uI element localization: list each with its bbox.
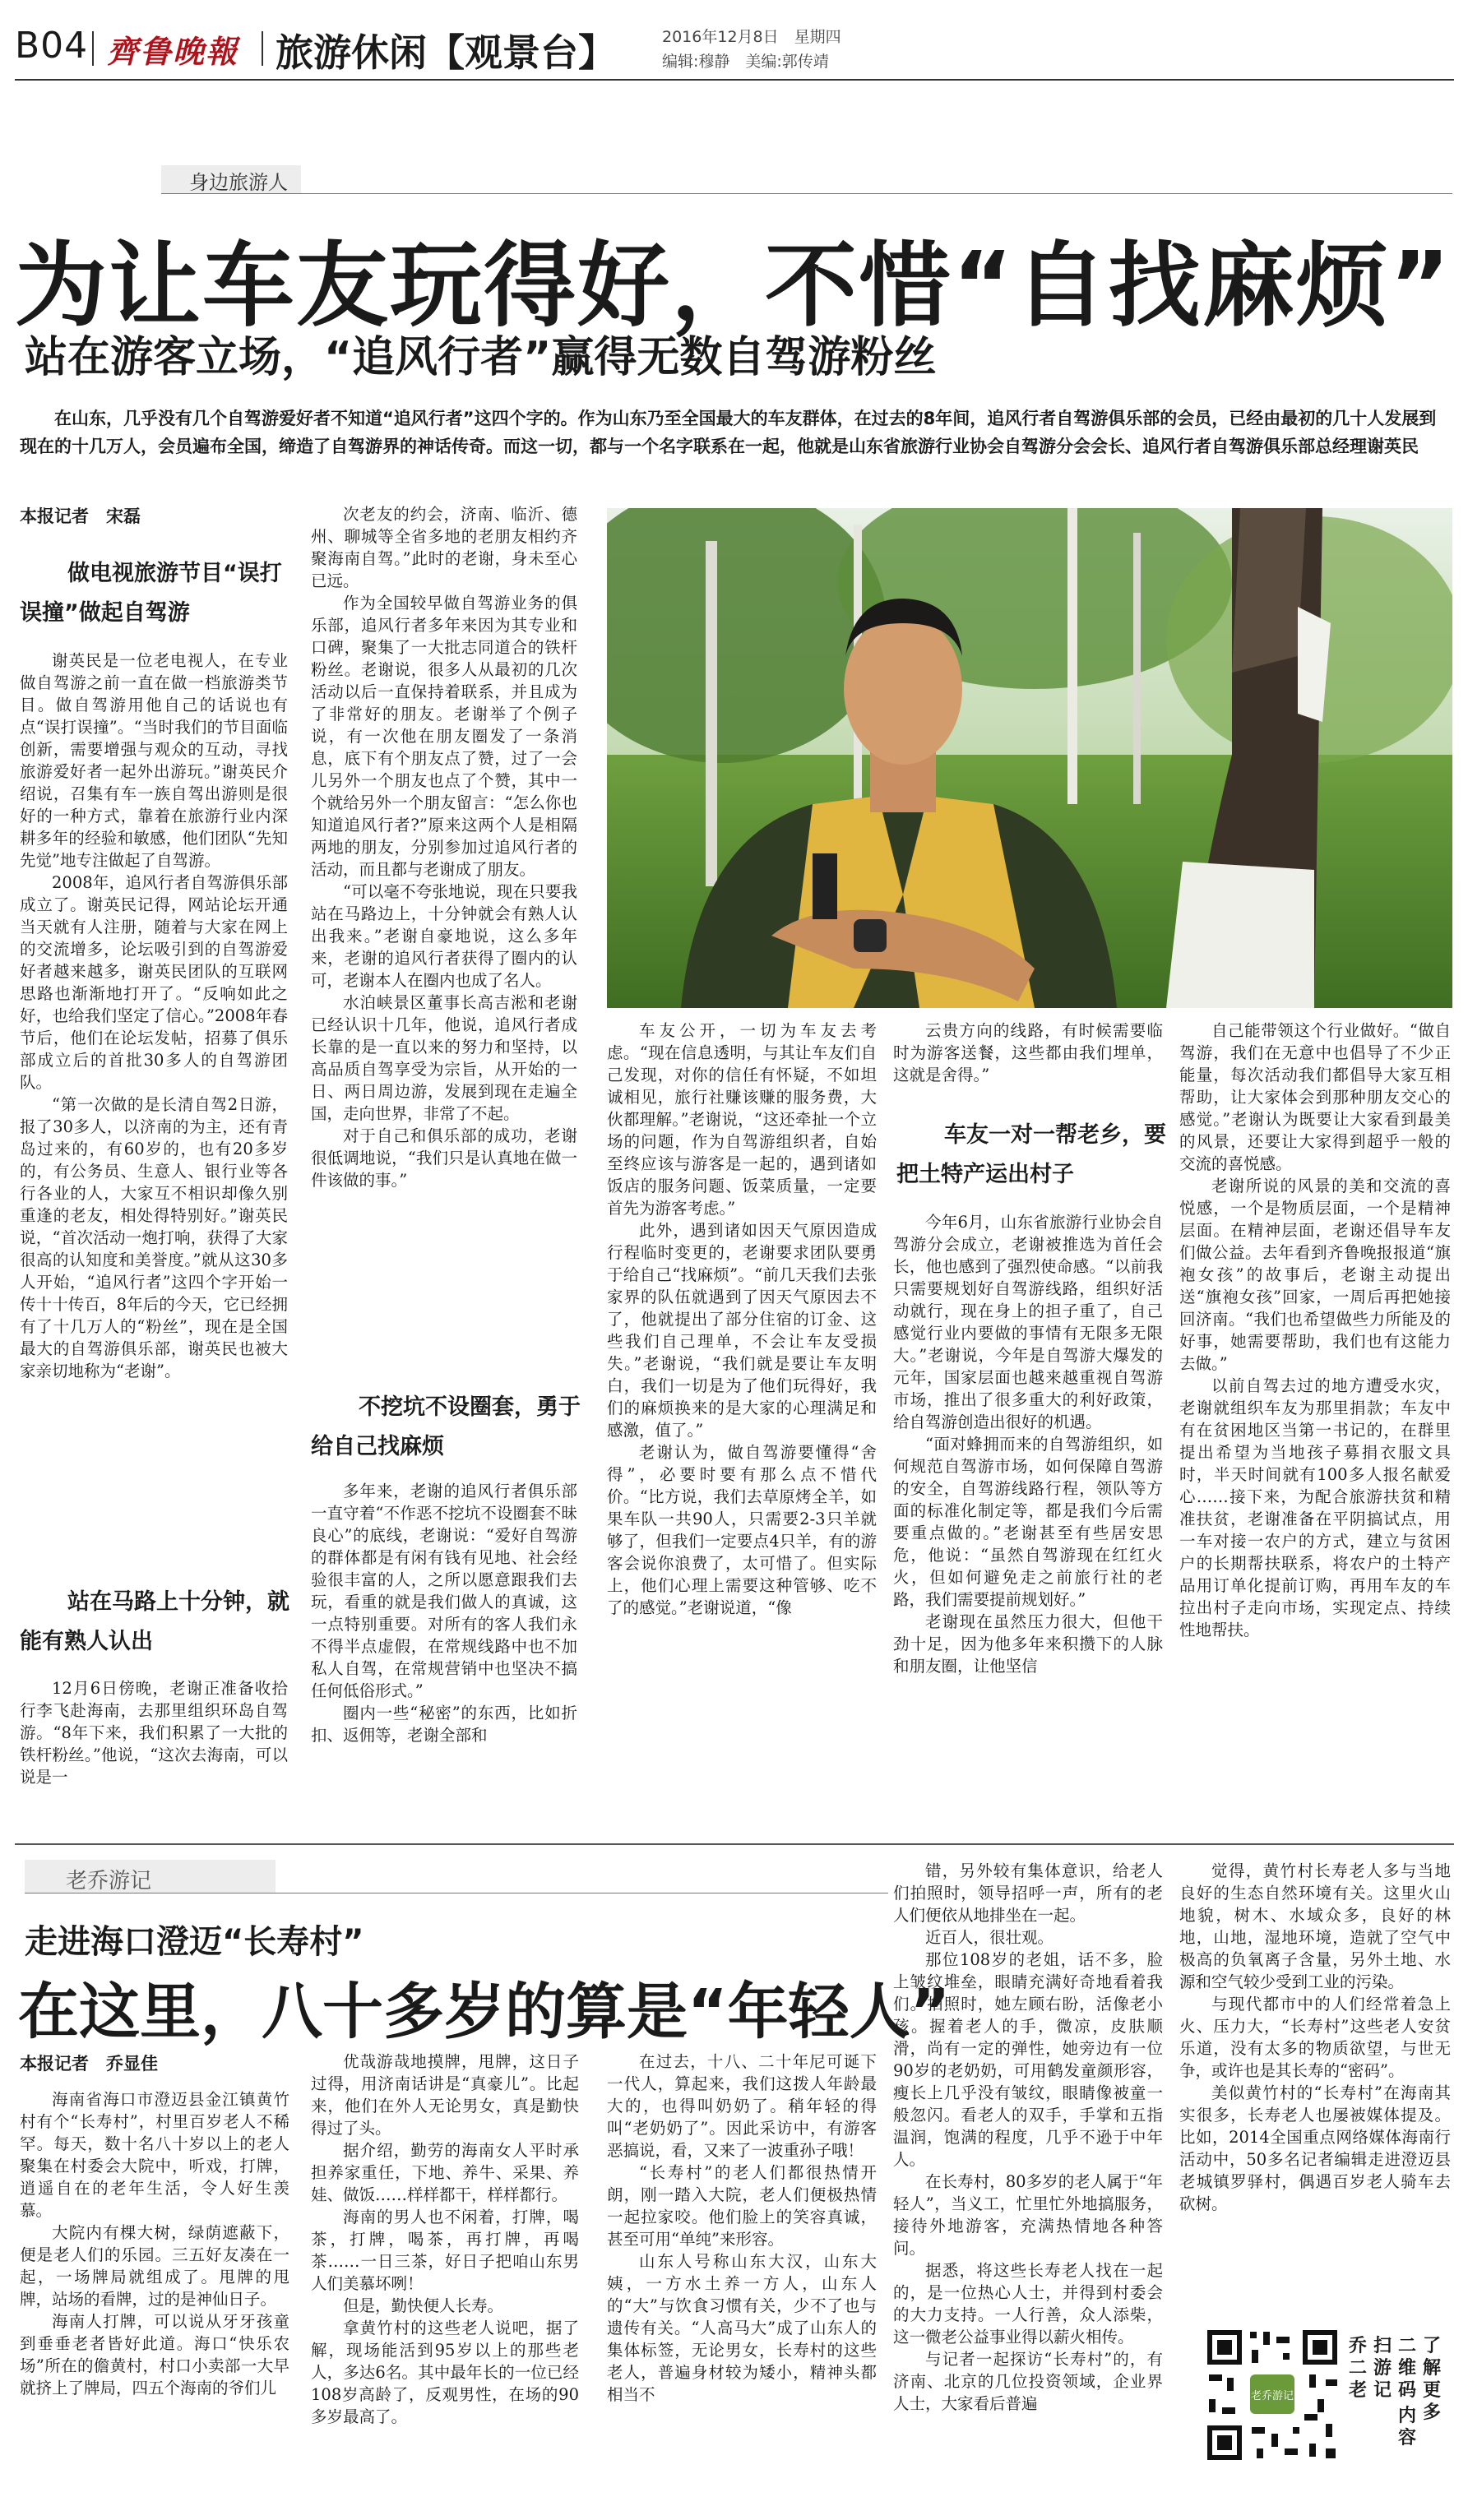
issue-date: 2016年12月8日 星期四 <box>662 28 841 46</box>
paragraph: 以前自驾去过的地方遭受水灾，老谢就组织车友为那里捐款；车友中有在贫困地区当第一书记的，在群里提出希望为当地孩子募捐衣服文具时，半天时间就有100多人报名献爱心……接下来，为配合旅游扶贫和精准扶贫，老谢准备在平阴搞试点，用一车对接一农户的方式，建立与贫困户的长期帮扶联系，将农户的土特产品用订单化提前订购，再用车友的车拉出村子走向市场，实现定点、持续性地帮扶。 <box>1179 1376 1451 1639</box>
paragraph: 老谢认为，做自驾游要懂得“舍得”，必要时要有那么点不惜代价。“比方说，我们去草原烤全羊，如果车队一共90人，只需要2-3只羊就够了，但我们一定要点4只羊，有的游客会说你浪费了，太可惜了。但实际上，他们心理上需要这种管够、吃不了的感觉。”老谢说道，“像 <box>607 1443 877 1617</box>
story1-kicker: 身边旅游人 <box>189 171 288 194</box>
story1-column-2a <box>311 503 577 1366</box>
paragraph: 拿黄竹村的这些老人说吧，据了解，现场能活到95岁以上的那些老人，多达6名。其中最年长的一位已经108岁高龄了，反观男性，在场的90多岁最高了。 <box>311 2319 579 2426</box>
paragraph: 云贵方向的线路，有时候需要临时为游客送餐，这些都由我们埋单，这就是舍得。” <box>893 1021 1163 1084</box>
story1-subheadline: 站在游客立场，“追风行者”赢得无数自驾游粉丝 <box>25 333 937 382</box>
story2-column-1 <box>20 2088 289 2512</box>
story2-column-5 <box>1179 1860 1451 2317</box>
story1-subtitle-1: 做电视旅游节目“误打误撞”做起自驾游 <box>20 561 282 626</box>
paragraph: 错，另外较有集体意识，给老人们拍照时，领导招呼一声，所有的老人们便依从地排坐在一起。 <box>893 1861 1163 1925</box>
story1-headline: 为让车友玩得好，不惜“自找麻烦” <box>15 233 1452 340</box>
paragraph: 2008年，追风行者自驾游俱乐部成立了。谢英民记得，网站论坛开通当天就有人注册，随着与大家在网上的交流增多，论坛吸引到的自驾游爱好者越来越多，谢英民团队的互联网思路也渐渐地打开了。“反响如此之好，也给我们坚定了信心。”2008年春节后，他们在论坛发帖，招募了俱乐部成立后的首批30多人的自驾游团队。 <box>20 873 288 1092</box>
story2-byline: 本报记者 乔显佳 <box>20 2054 158 2074</box>
paper-name-logo: 齊鲁晚報 <box>107 33 239 70</box>
section-divider <box>15 1843 1454 1845</box>
editor-credits: 编辑:穆静 美编:郭传靖 <box>662 53 829 71</box>
paragraph: 在过去，十八、二十年尼可诞下一代人，算起来，我们这拨人年龄最大的，也得叫奶奶了。稍年轻的得叫“老奶奶了”。因此采访中，有游客恶搞说，看，又来了一波重孙子哦！ <box>607 2052 877 2160</box>
story1-photo <box>607 508 1452 1008</box>
paragraph: 据悉，将这些长寿老人找在一起的，是一位热心人士，并得到村委会的大力支持。一人行善，众人添柴，这一微老公益事业得以薪火相传。 <box>893 2261 1163 2347</box>
story1-subtitle-2: 站在马路上十分钟，就能有熟人认出 <box>20 1589 289 1654</box>
paragraph: 与现代都市中的人们经常着急上火、压力大，“长寿村”这些老人安贫乐道，没有太多的物质欲望，与世无争，或许也是其长寿的“密码”。 <box>1179 1995 1451 2080</box>
story2-title-line1: 走进海口澄迈“长寿村” <box>25 1923 364 1961</box>
paragraph: 山东人号称山东大汉，山东大姨，一方水土养一方人，山东人的“大”与饮食习惯有关，少不了也与遗传有关。“人高马大”成了山东人的集体标签，无论男女，长寿村的这些老人，普遍身材较为矮小，精神头都相当不 <box>607 2252 877 2404</box>
qr-caption-5: 内容 <box>1398 2406 1417 2448</box>
paragraph: 多年来，老谢的追风行者俱乐部一直守着“不作恶不挖坑不设圈套不昧良心”的底线，老谢说：“爱好自驾游的群体都是有闲有钱有见地、社会经验很丰富的人，之所以愿意跟我们去玩，看重的就是我们做人的真诚，这一点特别重要。对所有的客人我们永不得半点虚假，在常规线路中也不加私人自驾，在常规营销中也坚决不搞任何低俗形式。” <box>311 1482 577 1700</box>
story1-column-1b <box>20 1677 288 1833</box>
qr-caption-3: 二维码 <box>1398 2336 1417 2401</box>
story1-column-5 <box>1179 1020 1451 1833</box>
paragraph: 自己能带领这个行业做好。“做自驾游，我们在无意中也倡导了不少正能量，每次活动我们都倡导大家互相帮助，让大家体会到那种朋友交心的感觉。”老谢认为既要让大家看到最美的风景，还要让大家得到超乎一般的交流的喜悦感。 <box>1179 1021 1451 1173</box>
paragraph: 今年6月，山东省旅游行业协会自驾游分会成立，老谢被推选为首任会长，他也感到了强烈使命感。“以前我只需要规划好自驾游线路，组织好活动就行，现在身上的担子重了，自己感觉行业内要做的事情有无限多无限大。”老谢说，今年是自驾游大爆发的元年，国家层面也越来越重视自驾游市场，推出了很多重大的利好政策，给自驾游创造出很好的机遇。 <box>893 1213 1163 1431</box>
paragraph: 近百人，很壮观。 <box>925 1928 1054 1947</box>
paragraph: 老谢现在虽然压力很大，但他干劲十足，因为他多年来积攒下的人脉和朋友圈，让他坚信 <box>893 1612 1163 1676</box>
paragraph: 12月6日傍晚，老谢正准备收拾行李飞赴海南，去那里组织环岛自驾游。“8年下来，我们积累了一大批的铁杆粉丝。”他说，“这次去海南，可以说是一 <box>20 1679 288 1787</box>
paragraph: 觉得，黄竹村长寿老人多与当地良好的生态自然环境有关。这里火山地貌，树木、水域众多，良好的林地，山地，湿地环境，造就了空气中极高的负氧离子含量，另外土地、水源和空气较少受到工业的污染。 <box>1179 1861 1451 1991</box>
top-rule <box>15 79 1454 81</box>
paragraph: 海南的男人也不闲着，打牌，喝茶，打牌，喝茶，再打牌，再喝茶……一日三茶，好日子把咱山东男人们美慕坏咧！ <box>311 2208 579 2293</box>
story1-lead: 在山东，几乎没有几个自驾游爱好者不知道“追风行者”这四个字的。作为山东乃至全国最大的车友群体，在过去的8年间，追风行者自驾游俱乐部的会员，已经由最初的几十人发展到现在的十几万人，会员遍布全国，缔造了自驾游界的神话传奇。而这一切，都与一个名字联系在一起，他就是山东省旅游行业协会自驾游分会会长、追风行者自驾游俱乐部总经理谢英民 <box>20 409 1437 456</box>
portrait-photo-illustration <box>607 508 1452 1008</box>
story1-subtitle-4: 车友一对一帮老乡，要把土特产运出村子 <box>896 1122 1166 1187</box>
story1-byline: 本报记者 宋磊 <box>20 506 141 526</box>
paragraph: 水泊峡景区董事长高吉淞和老谢已经认识十几年，他说，追风行者成长靠的是一直以来的努力和坚持，以高品质自驾享受为宗旨，从开始的一日、两日周边游，发展到现在走遍全国，走向世界，非常了不起。 <box>311 993 577 1123</box>
story1-column-1a <box>20 650 288 1635</box>
paragraph: 车友公开，一切为车友去考虑。“现在信息透明，与其让车友们自己发现，对你的信任有怀疑，不如坦诚相见，旅行社赚该赚的服务费，大伙都理解。”老谢说，“这还牵扯一个立场的问题，作为自驾游组织者，自始至终应该与游客是一起的，遇到诸如饭店的服务问题、饭菜质量，一定要首先为游客考虑。” <box>607 1021 877 1218</box>
paragraph: 那位108岁的老姐，话不多，脸上皱纹堆垒，眼睛充满好奇地看着我们。拍照时，她左顾右盼，活像老小孩。握着老人的手，微凉，皮肤顺滑，尚有一定的弹性，她旁边有一位90岁的老奶奶，可用鹤发童颜形容，瘦长上几乎没有皱纹，眼睛像被童一般忽闪。看老人的双手，手掌和五指温润，饱满的程度，几乎不逊于中年人。 <box>893 1950 1163 2169</box>
story2-column-2 <box>311 2051 579 2512</box>
qr-caption-4: 了解更多 <box>1423 2336 1442 2423</box>
story2-kicker: 老乔游记 <box>66 1869 152 1893</box>
story2-title-line2: 在这里，八十多岁的算是“年轻人” <box>18 1977 951 2047</box>
paragraph: “面对蜂拥而来的自驾游组织，如何规范自驾游市场，如何保障自驾游的安全，自驾游线路行程，领队等方面的标准化制定等，都是我们今后需要重点做的。”老谢甚至有些居安思危，他说：“虽然自驾游现在红红火火，但如何避免走之前旅行社的老路，我们需要提前规划好。” <box>893 1435 1163 1609</box>
paragraph: 谢英民是一位老电视人，在专业做自驾游之前一直在做一档旅游类节目。做自驾游用他自己的话说也有点“误打误撞”。“当时我们的节目面临创新，需要增强与观众的互动，寻找旅游爱好者一起外出游玩。”谢英民介绍说，召集有车一族自驾出游则是很好的一种方式，靠着在旅游行业内深耕多年的经验和敏感，他们团队“先知先觉”地专注做起了自驾游。 <box>20 651 288 870</box>
paragraph: 海南人打牌，可以说从牙牙孩童到垂垂老者皆好此道。海口“快乐农场”所在的儋黄村，村口小卖部一大早就挤上了牌局，四五个海南的爷们儿 <box>20 2312 289 2397</box>
paragraph: 据介绍，勤劳的海南女人平时承担养家重任，下地、养牛、采果、养娃、做饭……样样都干，样样都行。 <box>311 2141 579 2204</box>
page-code: B04 <box>15 25 89 67</box>
qr-caption-2: 扫游记 <box>1373 2336 1392 2401</box>
paragraph: 作为全国较早做自驾游业务的俱乐部，追风行者多年来因为其专业和口碑，聚集了一大批志同道合的铁杆粉丝。老谢说，很多人从最初的几次活动以后一直保持着联系，并且成为了非常好的朋友。老谢举了个例子说，有一次他在朋友圈发了一条消息，底下有个朋友点了赞，过了一会儿另外一个朋友也点了个赞，其中一个就给另外一个朋友留言：“怎么你也知道追风行者?”原来这两个人是相隔两地的朋友，分别参加过追风行者的活动，而且都与老谢成了朋友。 <box>311 594 577 879</box>
paragraph: 对于自己和俱乐部的成功，老谢很低调地说，“我们只是认真地在做一件该做的事。” <box>311 1126 577 1190</box>
paragraph: 优哉游哉地摸牌，甩牌，这日子过得，用济南话讲是“真豪儿”。比起来，他们在外人无论男女，真是勤快得过了头。 <box>311 2052 579 2138</box>
story1-column-2b <box>311 1480 577 1833</box>
story1-column-4a <box>893 1020 1163 1108</box>
qr-code[interactable] <box>1202 2325 1342 2465</box>
paragraph: 海南省海口市澄迈县金江镇黄竹村有个“长寿村”，村里百岁老人不稀罕。每天，数十名八十岁以上的老人聚集在村委会大院中，听戏，打牌，逍遥自在的老年生活，令人好生羡慕。 <box>20 2090 289 2220</box>
story1-subtitle-3: 不挖坑不设圈套，勇于给自己找麻烦 <box>311 1394 581 1459</box>
paragraph: “第一次做的是长清自驾2日游，报了30多人，以济南的为主，还有青岛过来的，有60岁的，也有20多岁的，有公务员、生意人、银行业等各行各业的人，大家互不相识却像久别重逢的老友，相处得特别好。”谢英民说，“首次活动一炮打响，获得了大家很高的认知度和美誉度。”就从这30多人开始，“追风行者”这四个字开始一传十十传百，8年后的今天，它已经拥有了十几万人的“粉丝”，现在是全国最大的自驾游俱乐部，谢英民也被大家亲切地称为“老谢”。 <box>20 1095 288 1380</box>
paragraph: 圈内一些“秘密”的东西，比如折扣、返佣等，老谢全部和 <box>311 1704 577 1745</box>
paragraph: 但是，勤快便人长寿。 <box>343 2296 504 2315</box>
qr-logo-text: 老乔游记 <box>1250 2390 1294 2402</box>
paragraph: “可以毫不夸张地说，现在只要我站在马路边上，十分钟就会有熟人认出我来。”老谢自豪地说，这么多年来，老谢的追风行者获得了圈内的认可，老谢本人在圈内也成了名人。 <box>311 882 577 990</box>
paragraph: 次老友的约会，济南、临沂、德州、聊城等全省多地的老朋友相约齐聚海南自驾。”此时的老谢，身未至心已远。 <box>311 505 577 590</box>
story2-column-4 <box>893 1860 1163 2512</box>
paragraph: 此外，遇到诸如因天气原因造成行程临时变更的，老谢要求团队要勇于给自己“找麻烦”。“前几天我们去张家界的队伍就遇到了因天气原因去不了，他就提出了部分住宿的订金、这些我们自己理单，不会让车友受损失。”老谢说，“我们就是要让车友明白，我们一切是为了他们玩得好，我们的麻烦换来的是大家的心理满足和感激，值了。” <box>607 1221 877 1440</box>
paragraph: 大院内有棵大树，绿荫遮蔽下，便是老人们的乐园。三五好友凑在一起，一场牌局就组成了。甩牌的甩牌，站场的看牌，过的是神仙日子。 <box>20 2223 289 2309</box>
story1-column-3 <box>607 1020 877 1833</box>
masthead-divider <box>262 31 263 66</box>
masthead-meta <box>662 25 841 74</box>
story1-column-4b <box>893 1211 1163 1833</box>
masthead-divider <box>92 31 94 66</box>
qr-code-image[interactable] <box>1202 2325 1342 2465</box>
paragraph: 老谢所说的风景的美和交流的喜悦感，一个是物质层面，一个是精神层面。在精神层面，老谢还倡导车友们做公益。去年看到齐鲁晚报报道“旗袍女孩”的故事后，老谢主动提出送“旗袍女孩”回家，一周后再把她接回济南。“我们也希望做些力所能及的好事，她需要帮助，我们也有这能力去做。” <box>1179 1177 1451 1373</box>
story2-column-3 <box>607 2051 877 2512</box>
kicker-rule <box>161 193 1452 194</box>
paragraph: 与记者一起探访“长寿村”的，有济南、北京的几位投资领域，企业界人士，大家看后普遍 <box>893 2350 1163 2413</box>
paragraph: 在长寿村，80多岁的老人属于“年轻人”，当义工，忙里忙外地搞服务，接待外地游客，充满热情地各种答问。 <box>893 2172 1163 2258</box>
paragraph: “长寿村”的老人们都很热情开朗，刚一踏入大院，老人们便极热情一起拉家咬。他们脸上的笑容真诚，甚至可用“单纯”来形容。 <box>607 2163 877 2249</box>
section-title: 旅游休闲【观景台】 <box>276 30 616 75</box>
paragraph: 美似黄竹村的“长寿村”在海南其实很多，长寿老人也屡被媒体提及。比如，2014全国重点网络媒体海南行活动中，50多名记者编辑走进澄迈县老城镇罗驿村，偶遇百岁老人骑车去砍树。 <box>1179 2083 1451 2213</box>
qr-caption-1: 乔二老 <box>1349 2336 1368 2401</box>
